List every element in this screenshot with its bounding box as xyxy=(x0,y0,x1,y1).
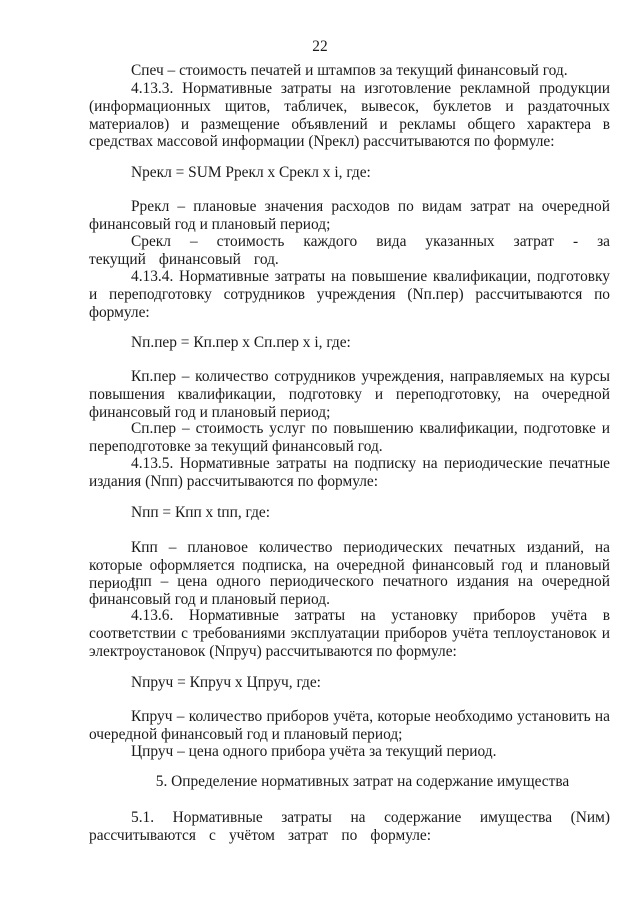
paragraph-4-13-4: 4.13.4. Нормативные затраты на повышение квалификации, подготовку и переподготовку сотрудников учреждения (Nп.пер) рассчитываются по формуле: xyxy=(89,268,610,321)
paragraph-4-13-5: 4.13.5. Нормативные затраты на подписку на периодические печатные издания (Nпп) рассчитываются по формуле: xyxy=(89,455,610,490)
paragraph-tpp: tпп – цена одного периодического печатного издания на очередной финансовый год и плановый период. xyxy=(89,573,610,608)
paragraph-4-13-3: 4.13.3. Нормативные затраты на изготовление рекламной продукции (информационных щитов, табличек, вывесок, буклетов и раздаточных материалов) и размещение объявлений и рекламы общего характера в средствах массовой информации (Nрекл) рассчитываются по формуле: xyxy=(89,80,610,151)
formula-nrekl: Nрекл = SUM Ррекл x Срекл x i, где: xyxy=(131,164,371,181)
paragraph-srekl: Срекл – стоимость каждого вида указанных затрат - за текущий финансовый год. xyxy=(89,233,610,268)
section-heading-5: 5. Определение нормативных затрат на содержание имущества xyxy=(155,773,570,790)
formula-npruch: Nпруч = Кпруч x Цпруч, где: xyxy=(131,674,321,691)
formula-npper: Nп.пер = Кп.пер x Сп.пер x i, где: xyxy=(131,334,351,351)
paragraph-spper: Сп.пер – стоимость услуг по повышению квалификации, подготовке и переподготовке за текущий финансовый год. xyxy=(89,420,610,455)
paragraph-tspruch: Цпруч – цена одного прибора учёта за текущий период. xyxy=(131,743,497,760)
page-number: 22 xyxy=(312,38,328,55)
paragraph-rrekl: Ррекл – плановые значения расходов по видам затрат на очередной финансовый год и плановый период; xyxy=(89,198,610,233)
formula-npp: Nпп = Кпп x tпп, где: xyxy=(131,504,271,521)
paragraph-kpp: Кпп – плановое количество периодических печатных изданий, на которые оформляется подписка, на очередной финансовый год и плановый период; xyxy=(89,539,610,592)
paragraph-4-13-6: 4.13.6. Нормативные затраты на установку приборов учёта в соответствии с требованиями эксплуатации приборов учёта теплоустановок и электроустановок (Nпруч) рассчитываются по формуле: xyxy=(89,607,610,660)
paragraph-5-1: 5.1. Нормативные затраты на содержание имущества (Nим) рассчитываются с учётом затрат по формуле: xyxy=(89,809,610,844)
paragraph-spech: Спеч – стоимость печатей и штампов за текущий финансовый год. xyxy=(131,62,568,79)
paragraph-kpper: Кп.пер – количество сотрудников учреждения, направляемых на курсы повышения квалификации, подготовку и переподготовку, на очередной финансовый год и плановый период; xyxy=(89,368,610,421)
paragraph-kpruch: Кпруч – количество приборов учёта, которые необходимо установить на очередной финансовый год и плановый период; xyxy=(89,708,610,743)
